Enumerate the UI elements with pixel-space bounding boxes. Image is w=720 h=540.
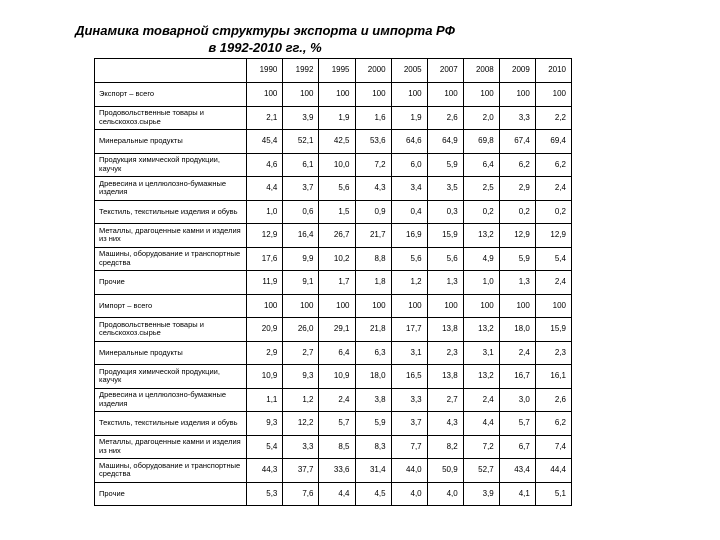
value-cell: 10,9	[319, 365, 355, 389]
year-header: 2010	[535, 59, 571, 83]
table-row	[95, 130, 572, 154]
value-cell: 2,6	[427, 106, 463, 130]
value-cell: 21,8	[355, 318, 391, 342]
value-cell: 7,2	[463, 435, 499, 459]
value-cell: 2,4	[463, 388, 499, 412]
value-cell: 6,7	[499, 435, 535, 459]
value-cell: 10,2	[319, 247, 355, 271]
value-cell: 16,1	[535, 365, 571, 389]
value-cell: 2,9	[247, 341, 283, 365]
value-cell: 2,4	[535, 177, 571, 201]
value-cell: 9,1	[283, 271, 319, 295]
value-cell: 100	[535, 294, 571, 318]
table-row	[95, 435, 572, 459]
value-cell: 0,2	[499, 200, 535, 224]
value-cell: 44,3	[247, 459, 283, 483]
value-cell: 13,2	[463, 224, 499, 248]
value-cell: 1,9	[391, 106, 427, 130]
value-cell: 44,0	[391, 459, 427, 483]
value-cell: 100	[463, 294, 499, 318]
table-row	[95, 106, 572, 130]
table-row	[95, 365, 572, 389]
value-cell: 6,4	[319, 341, 355, 365]
row-label: Импорт – всего	[95, 294, 247, 318]
value-cell: 5,6	[391, 247, 427, 271]
year-header: 1995	[319, 59, 355, 83]
value-cell: 2,7	[283, 341, 319, 365]
table-row	[95, 200, 572, 224]
row-label: Прочие	[95, 271, 247, 295]
value-cell: 6,2	[535, 412, 571, 436]
value-cell: 2,3	[427, 341, 463, 365]
value-cell: 5,4	[535, 247, 571, 271]
value-cell: 100	[247, 83, 283, 107]
value-cell: 100	[391, 83, 427, 107]
value-cell: 6,0	[391, 153, 427, 177]
value-cell: 5,9	[355, 412, 391, 436]
value-cell: 5,7	[499, 412, 535, 436]
value-cell: 2,6	[535, 388, 571, 412]
value-cell: 0,2	[535, 200, 571, 224]
value-cell: 12,2	[283, 412, 319, 436]
value-cell: 12,9	[247, 224, 283, 248]
value-cell: 3,1	[391, 341, 427, 365]
value-cell: 9,9	[283, 247, 319, 271]
trade-structure-table	[94, 58, 572, 506]
value-cell: 20,9	[247, 318, 283, 342]
value-cell: 100	[499, 83, 535, 107]
value-cell: 100	[319, 83, 355, 107]
value-cell: 26,7	[319, 224, 355, 248]
table-row	[95, 224, 572, 248]
value-cell: 67,4	[499, 130, 535, 154]
value-cell: 100	[427, 294, 463, 318]
title-line-2: в 1992-2010 гг., %	[208, 40, 322, 55]
value-cell: 0,4	[391, 200, 427, 224]
value-cell: 1,0	[247, 200, 283, 224]
value-cell: 1,3	[427, 271, 463, 295]
value-cell: 3,8	[355, 388, 391, 412]
value-cell: 0,6	[283, 200, 319, 224]
value-cell: 5,9	[427, 153, 463, 177]
table-row	[95, 482, 572, 506]
value-cell: 4,9	[463, 247, 499, 271]
value-cell: 0,9	[355, 200, 391, 224]
value-cell: 6,2	[535, 153, 571, 177]
year-header: 2009	[499, 59, 535, 83]
value-cell: 4,4	[319, 482, 355, 506]
value-cell: 4,0	[427, 482, 463, 506]
value-cell: 2,5	[463, 177, 499, 201]
row-label: Продовольственные товары и сельскохоз.сырье	[95, 106, 247, 130]
value-cell: 13,2	[463, 365, 499, 389]
row-label: Текстиль, текстильные изделия и обувь	[95, 200, 247, 224]
table-row	[95, 153, 572, 177]
value-cell: 2,9	[499, 177, 535, 201]
value-cell: 3,3	[283, 435, 319, 459]
value-cell: 69,4	[535, 130, 571, 154]
value-cell: 5,3	[247, 482, 283, 506]
year-header: 2008	[463, 59, 499, 83]
row-label: Текстиль, текстильные изделия и обувь	[95, 412, 247, 436]
value-cell: 16,9	[391, 224, 427, 248]
table-row	[95, 294, 572, 318]
value-cell: 2,2	[535, 106, 571, 130]
value-cell: 0,3	[427, 200, 463, 224]
table-body	[95, 59, 572, 506]
row-label: Продукция химической продукции, каучук	[95, 365, 247, 389]
value-cell: 100	[499, 294, 535, 318]
value-cell: 10,0	[319, 153, 355, 177]
value-cell: 6,1	[283, 153, 319, 177]
value-cell: 100	[283, 294, 319, 318]
row-label: Продовольственные товары и сельскохоз.сырье	[95, 318, 247, 342]
value-cell: 50,9	[427, 459, 463, 483]
value-cell: 5,6	[427, 247, 463, 271]
value-cell: 3,5	[427, 177, 463, 201]
value-cell: 42,5	[319, 130, 355, 154]
row-label: Металлы, драгоценные камни и изделия из них	[95, 224, 247, 248]
value-cell: 33,6	[319, 459, 355, 483]
value-cell: 3,7	[283, 177, 319, 201]
value-cell: 3,3	[391, 388, 427, 412]
value-cell: 44,4	[535, 459, 571, 483]
table-row	[95, 412, 572, 436]
year-header: 2005	[391, 59, 427, 83]
value-cell: 9,3	[283, 365, 319, 389]
value-cell: 9,3	[247, 412, 283, 436]
title-line-1: Динамика товарной структуры экспорта и импорта РФ	[75, 23, 455, 38]
value-cell: 6,2	[499, 153, 535, 177]
value-cell: 3,0	[499, 388, 535, 412]
value-cell: 4,6	[247, 153, 283, 177]
value-cell: 4,3	[427, 412, 463, 436]
value-cell: 13,8	[427, 365, 463, 389]
value-cell: 45,4	[247, 130, 283, 154]
row-label: Продукция химической продукции, каучук	[95, 153, 247, 177]
value-cell: 16,5	[391, 365, 427, 389]
value-cell: 1,7	[319, 271, 355, 295]
value-cell: 5,7	[319, 412, 355, 436]
year-header: 1992	[283, 59, 319, 83]
table-row	[95, 388, 572, 412]
value-cell: 3,7	[391, 412, 427, 436]
table-row	[95, 341, 572, 365]
value-cell: 2,4	[499, 341, 535, 365]
table-row	[95, 83, 572, 107]
value-cell: 4,5	[355, 482, 391, 506]
value-cell: 6,4	[463, 153, 499, 177]
value-cell: 52,7	[463, 459, 499, 483]
value-cell: 4,0	[391, 482, 427, 506]
value-cell: 3,9	[283, 106, 319, 130]
table-row	[95, 459, 572, 483]
row-label: Машины, оборудование и транспортные средства	[95, 247, 247, 271]
row-label: Минеральные продукты	[95, 341, 247, 365]
value-cell: 100	[391, 294, 427, 318]
value-cell: 100	[247, 294, 283, 318]
value-cell: 5,9	[499, 247, 535, 271]
value-cell: 4,4	[247, 177, 283, 201]
value-cell: 8,3	[355, 435, 391, 459]
value-cell: 15,9	[535, 318, 571, 342]
value-cell: 1,3	[499, 271, 535, 295]
value-cell: 64,6	[391, 130, 427, 154]
value-cell: 100	[463, 83, 499, 107]
value-cell: 2,4	[319, 388, 355, 412]
value-cell: 7,7	[391, 435, 427, 459]
row-label: Древесина и целлюлозно-бумажные изделия	[95, 177, 247, 201]
value-cell: 17,6	[247, 247, 283, 271]
row-label: Экспорт – всего	[95, 83, 247, 107]
value-cell: 5,6	[319, 177, 355, 201]
value-cell: 1,2	[283, 388, 319, 412]
value-cell: 18,0	[499, 318, 535, 342]
value-cell: 8,2	[427, 435, 463, 459]
value-cell: 5,4	[247, 435, 283, 459]
value-cell: 53,6	[355, 130, 391, 154]
value-cell: 13,8	[427, 318, 463, 342]
value-cell: 16,7	[499, 365, 535, 389]
value-cell: 8,5	[319, 435, 355, 459]
value-cell: 52,1	[283, 130, 319, 154]
value-cell: 15,9	[427, 224, 463, 248]
value-cell: 3,3	[499, 106, 535, 130]
page-title	[0, 22, 530, 56]
value-cell: 100	[283, 83, 319, 107]
value-cell: 1,6	[355, 106, 391, 130]
value-cell: 2,1	[247, 106, 283, 130]
year-header: 2007	[427, 59, 463, 83]
value-cell: 2,4	[535, 271, 571, 295]
value-cell: 21,7	[355, 224, 391, 248]
value-cell: 12,9	[535, 224, 571, 248]
value-cell: 2,0	[463, 106, 499, 130]
value-cell: 4,1	[499, 482, 535, 506]
value-cell: 0,2	[463, 200, 499, 224]
value-cell: 37,7	[283, 459, 319, 483]
value-cell: 18,0	[355, 365, 391, 389]
table-row	[95, 271, 572, 295]
header-row	[95, 59, 572, 83]
value-cell: 2,3	[535, 341, 571, 365]
value-cell: 100	[535, 83, 571, 107]
value-cell: 43,4	[499, 459, 535, 483]
row-label: Прочие	[95, 482, 247, 506]
value-cell: 17,7	[391, 318, 427, 342]
year-header: 1990	[247, 59, 283, 83]
value-cell: 64,9	[427, 130, 463, 154]
value-cell: 100	[355, 294, 391, 318]
value-cell: 4,3	[355, 177, 391, 201]
table-row	[95, 318, 572, 342]
value-cell: 1,2	[391, 271, 427, 295]
row-label: Минеральные продукты	[95, 130, 247, 154]
header-label-cell	[95, 59, 247, 83]
row-label: Машины, оборудование и транспортные средства	[95, 459, 247, 483]
value-cell: 100	[355, 83, 391, 107]
value-cell: 2,7	[427, 388, 463, 412]
value-cell: 26,0	[283, 318, 319, 342]
value-cell: 7,2	[355, 153, 391, 177]
value-cell: 7,6	[283, 482, 319, 506]
value-cell: 13,2	[463, 318, 499, 342]
value-cell: 1,1	[247, 388, 283, 412]
value-cell: 1,9	[319, 106, 355, 130]
value-cell: 3,9	[463, 482, 499, 506]
value-cell: 100	[319, 294, 355, 318]
value-cell: 1,8	[355, 271, 391, 295]
value-cell: 3,1	[463, 341, 499, 365]
table-row	[95, 177, 572, 201]
value-cell: 6,3	[355, 341, 391, 365]
value-cell: 10,9	[247, 365, 283, 389]
value-cell: 69,8	[463, 130, 499, 154]
year-header: 2000	[355, 59, 391, 83]
value-cell: 12,9	[499, 224, 535, 248]
value-cell: 1,0	[463, 271, 499, 295]
value-cell: 100	[427, 83, 463, 107]
row-label: Древесина и целлюлозно-бумажные изделия	[95, 388, 247, 412]
value-cell: 1,5	[319, 200, 355, 224]
value-cell: 31,4	[355, 459, 391, 483]
value-cell: 7,4	[535, 435, 571, 459]
table-row	[95, 247, 572, 271]
value-cell: 11,9	[247, 271, 283, 295]
value-cell: 8,8	[355, 247, 391, 271]
value-cell: 29,1	[319, 318, 355, 342]
row-label: Металлы, драгоценные камни и изделия из них	[95, 435, 247, 459]
value-cell: 3,4	[391, 177, 427, 201]
value-cell: 5,1	[535, 482, 571, 506]
value-cell: 4,4	[463, 412, 499, 436]
value-cell: 16,4	[283, 224, 319, 248]
